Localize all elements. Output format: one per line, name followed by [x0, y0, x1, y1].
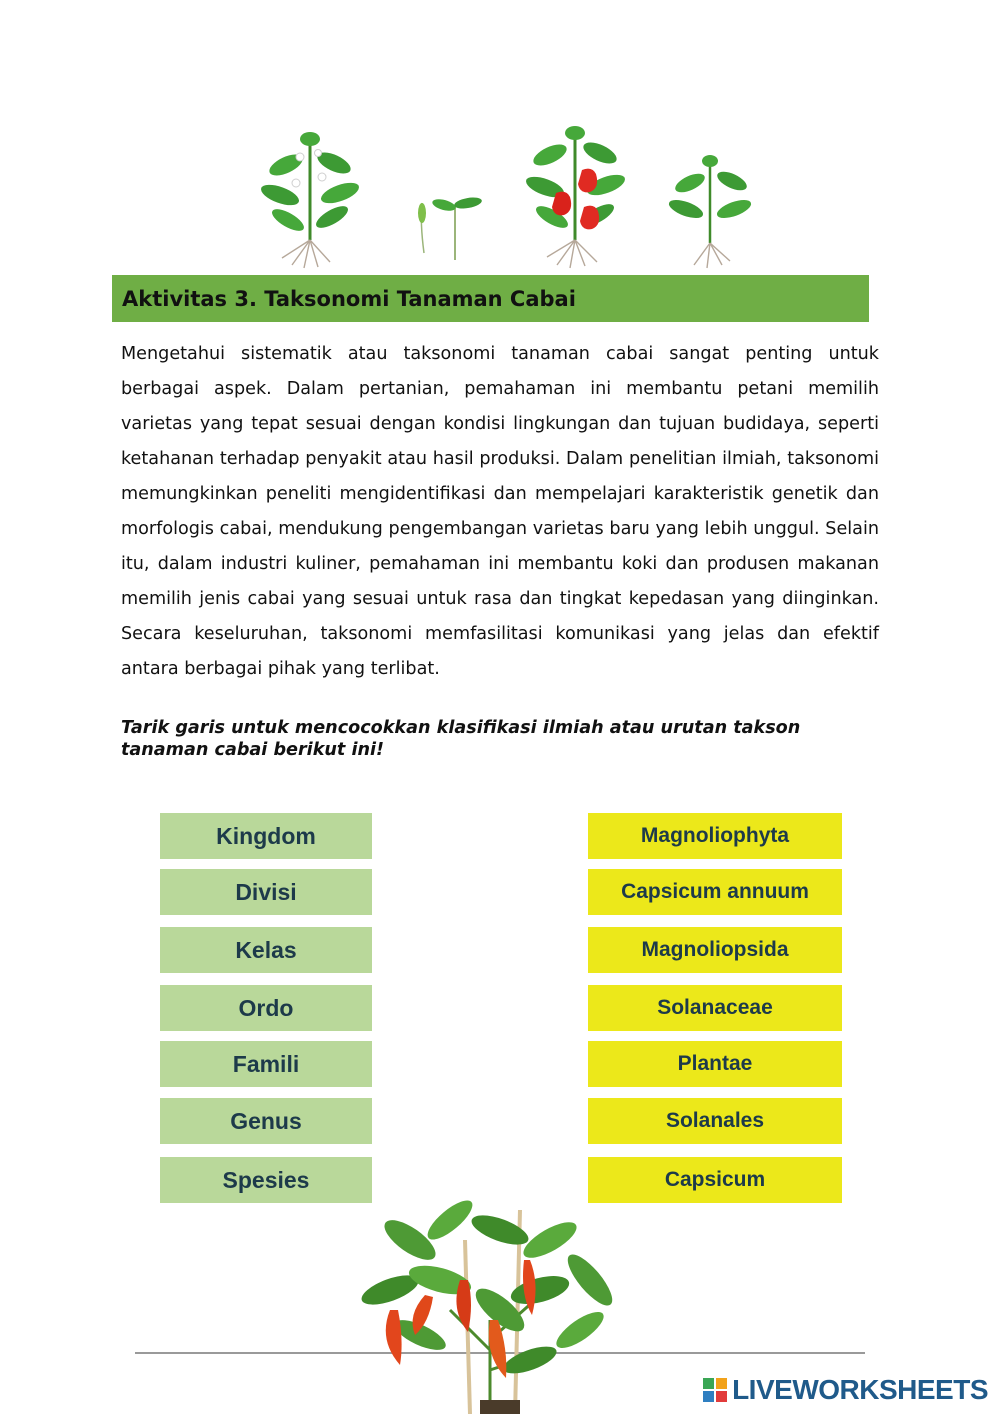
- brand-name: LIVEWORKSHEETS: [732, 1374, 988, 1405]
- rank-box-divisi[interactable]: Divisi: [160, 869, 372, 915]
- name-box-magnoliopsida[interactable]: Magnoliopsida: [588, 927, 842, 973]
- name-box-plantae[interactable]: Plantae: [588, 1041, 842, 1087]
- rank-box-ordo[interactable]: Ordo: [160, 985, 372, 1031]
- liveworksheets-logo-icon: [702, 1377, 728, 1403]
- chili-plant-illustration: [350, 1200, 640, 1414]
- rank-box-kingdom[interactable]: Kingdom: [160, 813, 372, 859]
- fruiting-plant-icon: [523, 126, 627, 268]
- rank-box-famili[interactable]: Famili: [160, 1041, 372, 1087]
- name-box-solanaceae[interactable]: Solanaceae: [588, 985, 842, 1031]
- body-paragraph: Mengetahui sistematik atau taksonomi tanaman cabai sangat penting untuk berbagai aspek. Dalam pertanian, pemahaman ini membantu petani memilih varietas yang tepat sesuai dengan kondisi lingkungan dan tujuan budidaya, seperti ketahanan terhadap penyakit atau hasil produksi. Dalam penelitian ilmiah, taksonomi memungkinkan peneliti mengidentifikasi dan mempelajari karakteristik genetik dan morfologis cabai, mendukung pengembangan varietas baru yang lebih unggul. Selain itu, dalam industri kuliner, pemahaman ini membantu koki dan produsen makanan memilih jenis cabai yang sesuai untuk rasa dan tingkat kepedasan yang diinginkan. Secara keseluruhan, taksonomi memfasilitasi komunikasi yang jelas dan efektif antara berbagai pihak yang terlibat.: [121, 344, 879, 679]
- plant-growth-illustration: [240, 125, 760, 273]
- rank-box-genus[interactable]: Genus: [160, 1098, 372, 1144]
- name-box-capsicum[interactable]: Capsicum: [588, 1157, 842, 1203]
- name-box-solanales[interactable]: Solanales: [588, 1098, 842, 1144]
- brand-watermark: [702, 1372, 988, 1408]
- young-plant-icon: [667, 155, 754, 268]
- instruction-text: Tarik garis untuk mencocokkan klasifikasi ilmiah atau urutan takson tanaman cabai berikut ini!: [121, 718, 801, 760]
- flowering-plant-icon: [258, 132, 361, 268]
- section-header: [112, 275, 869, 322]
- seedling-icon: [418, 196, 483, 260]
- rank-box-kelas[interactable]: Kelas: [160, 927, 372, 973]
- name-box-capsicum-annuum[interactable]: Capsicum annuum: [588, 869, 842, 915]
- name-box-magnoliophyta[interactable]: Magnoliophyta: [588, 813, 842, 859]
- section-title: Aktivitas 3. Taksonomi Tanaman Cabai: [122, 286, 576, 311]
- rank-box-spesies[interactable]: Spesies: [160, 1157, 372, 1203]
